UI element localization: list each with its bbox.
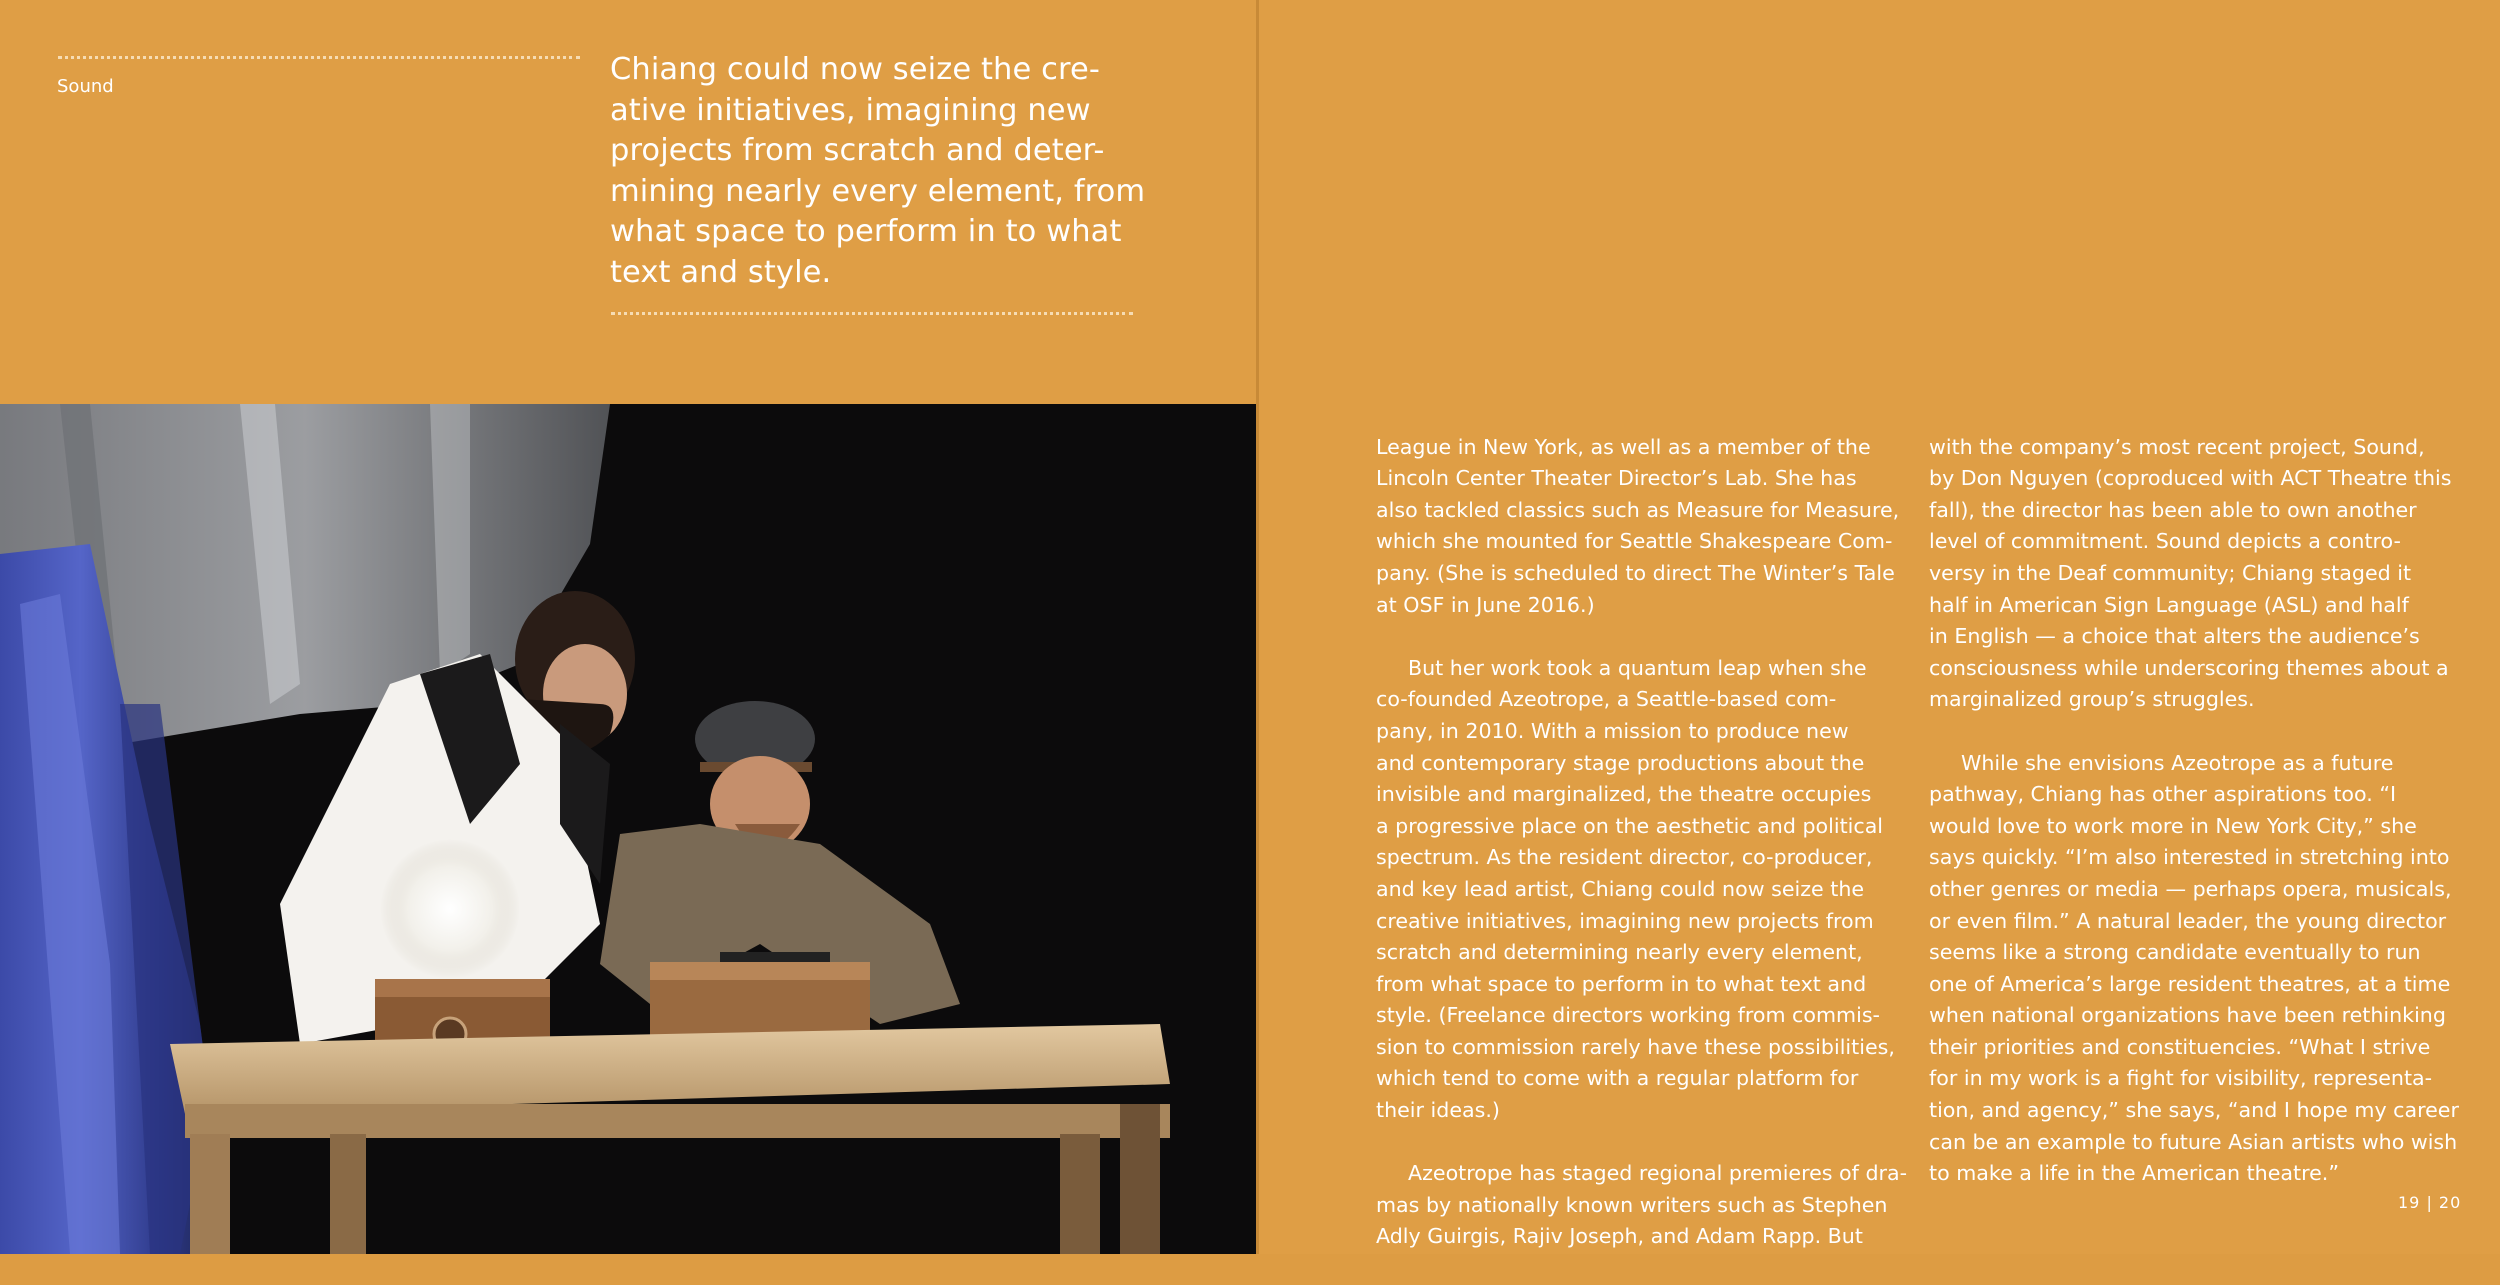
paragraph: Azeotrope has staged regional premieres of dra- mas by nationally known writers such as Stephen Adly Guirgis, Rajiv Joseph, and Adam Rapp. But xyxy=(1376,1161,1908,1249)
pull-quote: Chiang could now seize the cre- ative initiatives, imagining new projects from scratch and deter- mining nearly every element, from what space to perform in to what text and style. xyxy=(610,52,1146,290)
left-page xyxy=(0,0,1256,1254)
section-label: Sound xyxy=(57,76,114,97)
paragraph: League in New York, as well as a member of the Lincoln Center Theater Director’s Lab. She has also tackled classics such as Measure for Measure, which she mounted for Seattle Shakespeare Com- pany. (She is scheduled to direct The Winter’s Tale at OSF in June 2016.) xyxy=(1376,434,1900,617)
stage-photo-icon xyxy=(0,404,1256,1254)
dotted-rule-bottom xyxy=(611,312,1133,315)
paragraph: While she envisions Azeotrope as a future pathway, Chiang has other aspirations too. “I would love to work more in New York City,” she says quickly. “I’m also interested in stretching into other genres or media — perhaps opera, musicals, or even film.” A natural leader, the young director seems like a strong candidate eventually to run one of America’s large resident theatres, at a time when national organizations have been rethinking their priorities and constituencies. “What I strive for in my work is a fight for visibility, representa- tion, and agency,” she says, “and I hope my career can be an example to future Asian artists who wish to make a life in the American theatre.” xyxy=(1929,750,2459,1186)
page-number: 19 | 20 xyxy=(2398,1193,2462,1212)
dotted-rule-top xyxy=(58,56,580,59)
body-column-1 xyxy=(1376,400,1916,1285)
stage-photo xyxy=(0,404,1256,1254)
paragraph: with the company’s most recent project, Sound, by Don Nguyen (coproduced with ACT Theatre this fall), the director has been able to own another level of commitment. Sound depicts a contro- versy in the Deaf community; Chiang staged it half in American Sign Language (ASL) and half in English — a choice that alters the audience’s consciousness while underscoring themes about a marginalized group’s struggles. xyxy=(1929,434,2452,712)
paragraph: But her work took a quantum leap when she co-founded Azeotrope, a Seattle-based com- pany, in 2010. With a mission to produce new and contemporary stage productions about the invisible and marginalized, the theatre occupies a progressive place on the aesthetic and political spectrum. As the resident director, co-producer, and key lead artist, Chiang could now seize the creative initiatives, imagining new projects from scratch and determining nearly every element, from what space to perform in to what text and style. (Freelance directors working from commis- sion to commission rarely have these possibilities, which tend to come with a regular platform for their ideas.) xyxy=(1376,655,1895,1123)
body-column-2 xyxy=(1929,400,2469,1221)
